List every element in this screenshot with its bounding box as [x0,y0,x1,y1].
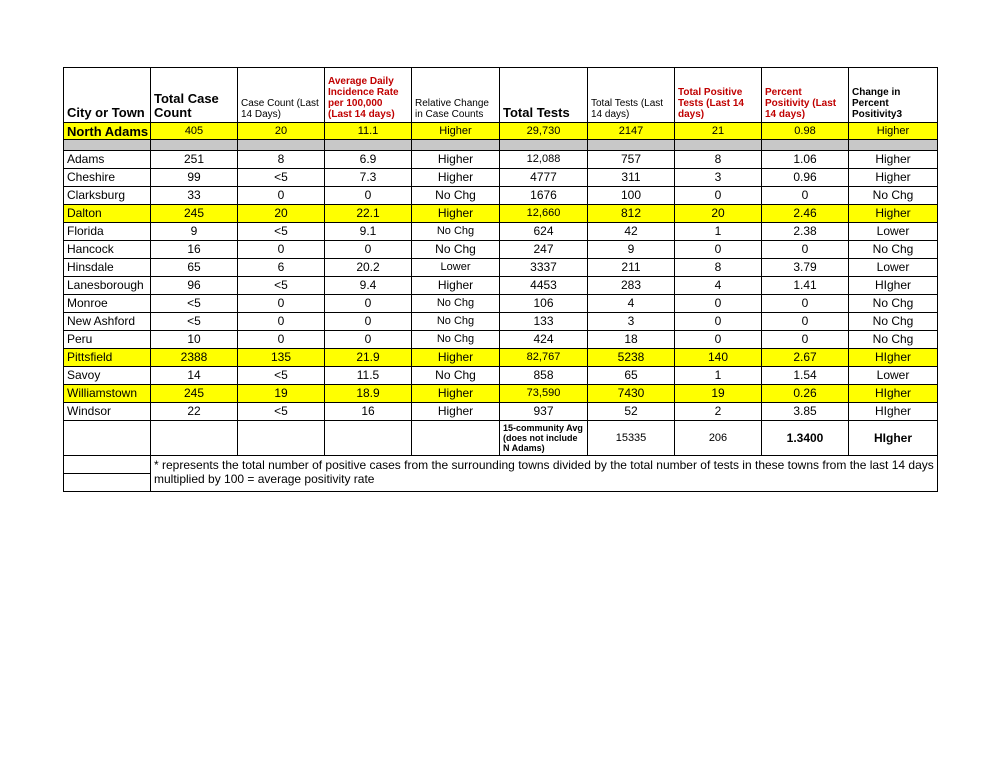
table-row [64,169,938,187]
cell-tests: 73,590 [500,385,588,403]
cell-positive: 0 [675,331,762,349]
cell-cases14: 8 [238,151,325,169]
cell-city: Williamstown [64,385,151,403]
cell-cases14: 20 [238,123,325,140]
header-city: City or Town [64,68,151,123]
footnote-text: * represents the total number of positive cases from the surrounding towns divided by the total number of tests in these towns from the last 14 days multiplied by 100 = average positivity rate [151,456,938,492]
header-change-positivity: Change in Percent Positivity3 [849,68,938,123]
cell-tests14: 311 [588,169,675,187]
cell-pct: 0 [762,187,849,205]
cell-pct: 0.26 [762,385,849,403]
cell-pct: 1.06 [762,151,849,169]
table-row [64,331,938,349]
cell-total: 16 [151,241,238,259]
cell-positive: 20 [675,205,762,223]
cell-total: 10 [151,331,238,349]
cell-change: No Chg [412,295,500,313]
cell-tests: 4777 [500,169,588,187]
cell-cases14: 0 [238,295,325,313]
cell-pct: 3.85 [762,403,849,421]
summary-positive: 206 [675,421,762,456]
header-total-case: Total Case Count [151,68,238,123]
cell-change: No Chg [412,187,500,205]
cell-cases14: <5 [238,169,325,187]
cell-cases14: 19 [238,385,325,403]
cell-cases14: <5 [238,403,325,421]
cell-tests14: 52 [588,403,675,421]
cell-rate: 0 [325,331,412,349]
cell-cases14: 0 [238,313,325,331]
header-relative-change: Relative Change in Case Counts [412,68,500,123]
cell-city: Peru [64,331,151,349]
cell-pct: 3.79 [762,259,849,277]
cell-rate: 21.9 [325,349,412,367]
cell-tests14: 757 [588,151,675,169]
cell-total: 9 [151,223,238,241]
cell-change: No Chg [412,241,500,259]
cell-total: 22 [151,403,238,421]
cell-change: Higher [412,349,500,367]
cell-city: Adams [64,151,151,169]
header-total-positive: Total Positive Tests (Last 14 days) [675,68,762,123]
cell-positive: 2 [675,403,762,421]
cell-total: 245 [151,385,238,403]
cell-tests: 3337 [500,259,588,277]
cell-pct-change: HIgher [849,277,938,295]
cell-tests: 424 [500,331,588,349]
cell-total: 96 [151,277,238,295]
cell-rate: 0 [325,241,412,259]
cell-cases14: 6 [238,259,325,277]
table-row [64,385,938,403]
header-total-tests: Total Tests [500,68,588,123]
cell-change: Higher [412,151,500,169]
town-covid-table [63,67,938,492]
table-row [64,403,938,421]
cell-total: 405 [151,123,238,140]
table-row [64,349,938,367]
cell-pct-change: No Chg [849,331,938,349]
cell-tests: 133 [500,313,588,331]
cell-tests14: 211 [588,259,675,277]
cell-total: 251 [151,151,238,169]
cell-city: Florida [64,223,151,241]
header-avg-daily: Average Daily Incidence Rate per 100,000 (Last 14 days) [325,68,412,123]
cell-tests: 624 [500,223,588,241]
cell-change: Lower [412,259,500,277]
cell-total: <5 [151,295,238,313]
header-case-count: Case Count (Last 14 Days) [238,68,325,123]
cell-pct: 0 [762,331,849,349]
cell-rate: 0 [325,313,412,331]
cell-pct: 2.38 [762,223,849,241]
cell-cases14: <5 [238,367,325,385]
cell-total: 65 [151,259,238,277]
cell-change: No Chg [412,223,500,241]
cell-city: Hinsdale [64,259,151,277]
cell-tests14: 65 [588,367,675,385]
summary-tests14: 15335 [588,421,675,456]
cell-pct-change: Lower [849,223,938,241]
cell-tests14: 3 [588,313,675,331]
table-row [64,259,938,277]
cell-pct: 1.54 [762,367,849,385]
cell-rate: 16 [325,403,412,421]
cell-total: 33 [151,187,238,205]
cell-rate: 6.9 [325,151,412,169]
cell-change: No Chg [412,313,500,331]
cell-positive: 1 [675,223,762,241]
cell-cases14: 0 [238,331,325,349]
cell-positive: 0 [675,295,762,313]
cell-pct-change: Lower [849,259,938,277]
cell-change: Higher [412,123,500,140]
separator-row [64,140,938,151]
cell-pct: 2.67 [762,349,849,367]
cell-pct-change: HIgher [849,349,938,367]
cell-change: Higher [412,277,500,295]
table-row [64,187,938,205]
cell-total: 245 [151,205,238,223]
cell-city: Pittsfield [64,349,151,367]
cell-positive: 0 [675,241,762,259]
cell-tests: 858 [500,367,588,385]
cell-pct: 0.96 [762,169,849,187]
cell-change: No Chg [412,367,500,385]
summary-pct-change: HIgher [849,421,938,456]
cell-pct: 0 [762,313,849,331]
cell-rate: 7.3 [325,169,412,187]
cell-tests14: 100 [588,187,675,205]
cell-pct-change: No Chg [849,295,938,313]
table-row [64,313,938,331]
cell-positive: 19 [675,385,762,403]
table-row [64,241,938,259]
north-adams-row [64,123,938,140]
cell-city: Hancock [64,241,151,259]
cell-rate: 11.1 [325,123,412,140]
cell-city: Savoy [64,367,151,385]
cell-cases14: <5 [238,223,325,241]
table-row [64,367,938,385]
cell-change: No Chg [412,331,500,349]
cell-tests: 82,767 [500,349,588,367]
cell-positive: 8 [675,151,762,169]
summary-pct: 1.3400 [762,421,849,456]
cell-positive: 1 [675,367,762,385]
cell-pct-change: No Chg [849,187,938,205]
cell-rate: 20.2 [325,259,412,277]
cell-tests14: 9 [588,241,675,259]
header-total-tests-14: Total Tests (Last 14 days) [588,68,675,123]
cell-tests: 12,660 [500,205,588,223]
cell-cases14: 0 [238,187,325,205]
cell-rate: 0 [325,295,412,313]
cell-city: Cheshire [64,169,151,187]
cell-tests14: 18 [588,331,675,349]
cell-pct: 1.41 [762,277,849,295]
cell-tests: 937 [500,403,588,421]
cell-positive: 4 [675,277,762,295]
table-row [64,223,938,241]
cell-positive: 0 [675,313,762,331]
cell-city: Windsor [64,403,151,421]
cell-city: New Ashford [64,313,151,331]
cell-city: Clarksburg [64,187,151,205]
summary-label: 15-community Avg (does not include N Adams) [500,421,588,456]
cell-cases14: 135 [238,349,325,367]
cell-tests: 1676 [500,187,588,205]
cell-total: 2388 [151,349,238,367]
cell-change: Higher [412,403,500,421]
summary-row [64,421,938,456]
table-row [64,151,938,169]
cell-city: Dalton [64,205,151,223]
cell-rate: 0 [325,187,412,205]
cell-change: Higher [412,385,500,403]
cell-change: Higher [412,205,500,223]
cell-tests: 12,088 [500,151,588,169]
cell-positive: 8 [675,259,762,277]
cell-tests14: 5238 [588,349,675,367]
cell-rate: 22.1 [325,205,412,223]
cell-rate: 9.4 [325,277,412,295]
cell-pct-change: Higher [849,205,938,223]
cell-cases14: 0 [238,241,325,259]
cell-tests: 247 [500,241,588,259]
cell-tests14: 283 [588,277,675,295]
header-row [64,68,938,123]
table-row [64,295,938,313]
cell-tests: 4453 [500,277,588,295]
cell-total: <5 [151,313,238,331]
cell-pct-change: HIgher [849,403,938,421]
cell-tests: 29,730 [500,123,588,140]
cell-positive: 0 [675,187,762,205]
cell-city: Monroe [64,295,151,313]
cell-city: Lanesborough [64,277,151,295]
table-row [64,277,938,295]
table-row [64,205,938,223]
cell-positive: 3 [675,169,762,187]
cell-tests14: 2147 [588,123,675,140]
cell-positive: 21 [675,123,762,140]
cell-rate: 18.9 [325,385,412,403]
cell-tests14: 42 [588,223,675,241]
cell-pct: 0 [762,241,849,259]
cell-pct-change: No Chg [849,313,938,331]
cell-pct: 0.98 [762,123,849,140]
cell-tests14: 4 [588,295,675,313]
cell-pct-change: HIgher [849,385,938,403]
footnote-row [64,456,938,474]
cell-pct-change: Higher [849,151,938,169]
cell-rate: 11.5 [325,367,412,385]
cell-tests: 106 [500,295,588,313]
cell-tests14: 7430 [588,385,675,403]
cell-positive: 140 [675,349,762,367]
cell-pct: 0 [762,295,849,313]
cell-pct-change: No Chg [849,241,938,259]
cell-rate: 9.1 [325,223,412,241]
cell-pct-change: Lower [849,367,938,385]
cell-pct-change: Higher [849,169,938,187]
cell-change: Higher [412,169,500,187]
cell-total: 14 [151,367,238,385]
cell-tests14: 812 [588,205,675,223]
cell-pct-change: Higher [849,123,938,140]
cell-total: 99 [151,169,238,187]
cell-pct: 2.46 [762,205,849,223]
header-percent-positivity: Percent Positivity (Last 14 days) [762,68,849,123]
cell-city: North Adams [64,123,151,140]
cell-cases14: 20 [238,205,325,223]
cell-cases14: <5 [238,277,325,295]
